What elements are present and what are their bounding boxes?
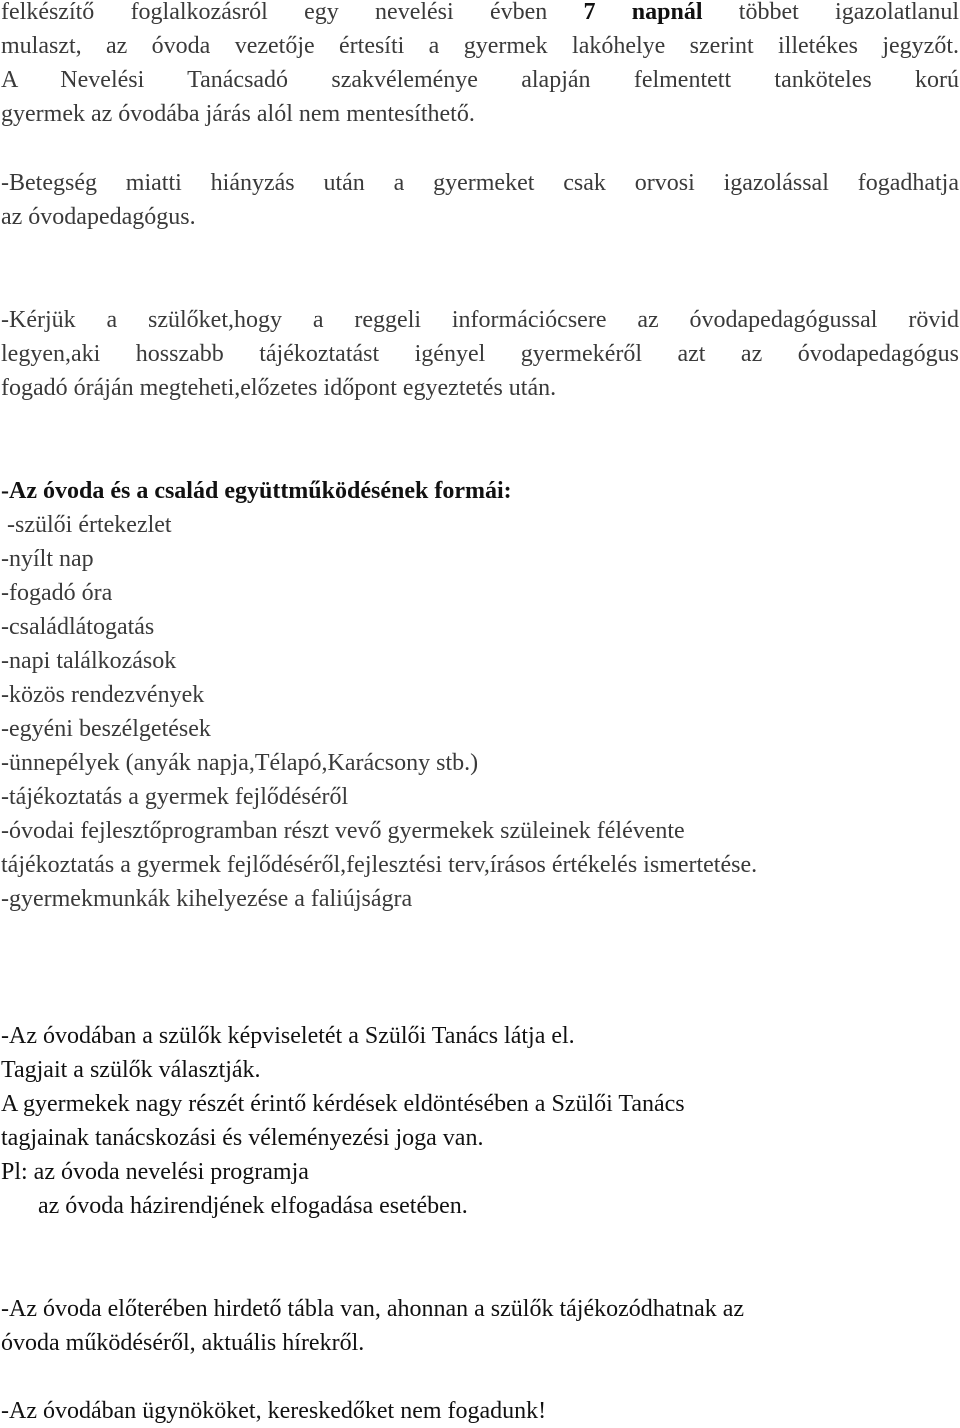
p5-line-4: tagjainak tanácskozási és véleményezési joga van. [1, 1125, 484, 1151]
p1-line-2: mulaszt, az óvoda vezetője értesíti a gyermek lakóhelye szerint illetékes jegyzőt. [1, 33, 959, 59]
list-item: -szülői értekezlet [7, 512, 172, 538]
p5-line-2: Tagjait a szülők választják. [1, 1057, 261, 1083]
p2-line-1: -Betegség miatti hiányzás után a gyermeket csak orvosi igazolással fogadhatja [1, 170, 959, 196]
list-item: -egyéni beszélgetések [1, 716, 211, 742]
list-item: -családlátogatás [1, 614, 155, 640]
cooperation-heading-text: -Az óvoda és a család együttműködésének formái: [1, 478, 512, 504]
p5-line-6: az óvoda házirendjének elfogadása esetében. [38, 1193, 468, 1219]
cooperation-heading [1, 476, 512, 506]
p7-line-1: -Az óvodában ügynököket, kereskedőket nem fogadunk! [1, 1398, 547, 1424]
list-item: -közös rendezvények [1, 682, 205, 708]
p1-line-1 [1, 0, 959, 27]
p5-line-5: Pl: az óvoda nevelési programja [1, 1159, 309, 1185]
list-item: -óvodai fejlesztőprogramban részt vevő gyermekek szüleinek félévente [1, 818, 685, 844]
p1-line-1-tail: többet igazolatlanul [702, 0, 959, 25]
list-item: -nyílt nap [1, 546, 94, 572]
p6-line-2: óvoda működéséről, aktuális hírekről. [1, 1330, 365, 1356]
list-item: -fogadó óra [1, 580, 113, 606]
p5-line-3: A gyermekek nagy részét érintő kérdések eldöntésében a Szülői Tanács [1, 1091, 685, 1117]
p1-line-3: A Nevelési Tanácsadó szakvéleménye alapján felmentett tanköteles korú [1, 67, 959, 93]
p2-line-2: az óvodapedagógus. [1, 204, 196, 230]
p3-line-3: fogadó óráján megteheti,előzetes időpont egyeztetés után. [1, 375, 557, 401]
list-item: -ünnepélyek (anyák napja,Télapó,Karácsony stb.) [1, 750, 479, 776]
p1-bold-days: 7 napnál [583, 0, 703, 25]
p5-line-1: -Az óvodában a szülők képviseletét a Szülői Tanács látja el. [1, 1023, 575, 1049]
p1-line-1-text: felkészítő foglalkozásról egy nevelési évben [1, 0, 584, 25]
p6-line-1: -Az óvoda előterében hirdető tábla van, ahonnan a szülők tájékozódhatnak az [1, 1296, 745, 1322]
list-item: -tájékoztatás a gyermek fejlődéséről [1, 784, 349, 810]
list-item: -napi találkozások [1, 648, 177, 674]
p3-line-2: legyen,aki hosszabb tájékoztatást igényel gyermekéről azt az óvodapedagógus [1, 341, 959, 367]
list-item: tájékoztatás a gyermek fejlődéséről,fejlesztési terv,írásos értékelés ismertetése. [1, 852, 758, 878]
list-item: -gyermekmunkák kihelyezése a faliújságra [1, 886, 413, 912]
p3-line-1: -Kérjük a szülőket,hogy a reggeli információcsere az óvodapedagógussal rövid [1, 307, 959, 333]
p1-line-4: gyermek az óvodába járás alól nem mentesíthető. [1, 101, 475, 127]
